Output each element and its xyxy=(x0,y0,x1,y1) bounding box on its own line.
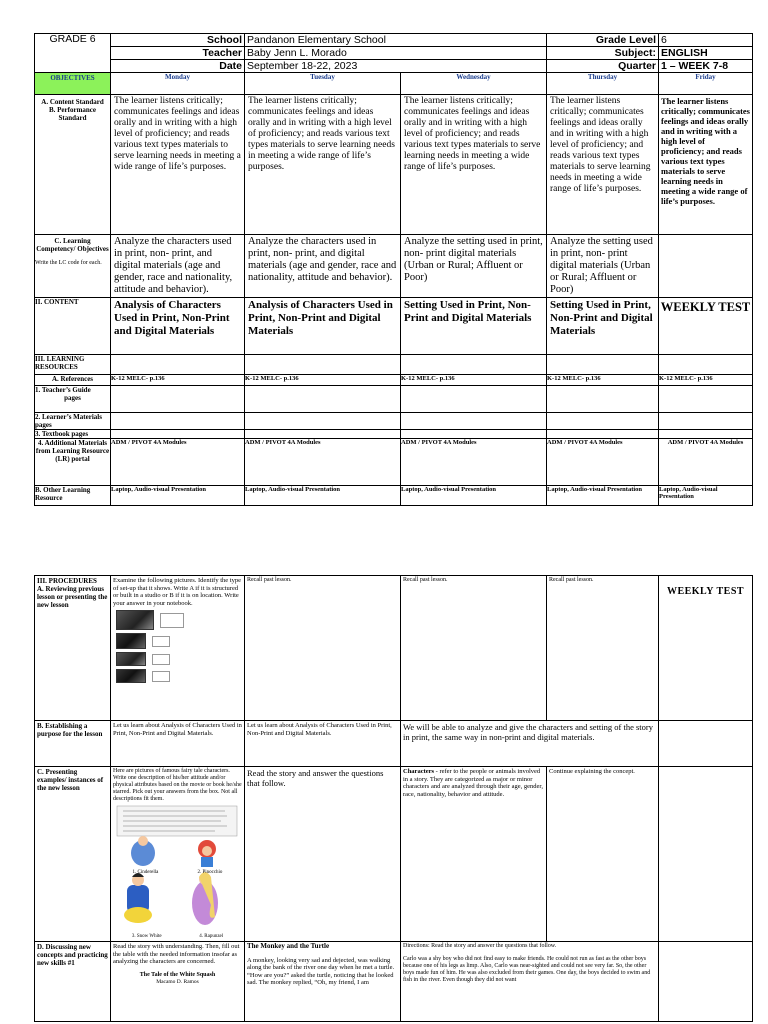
lc-tuesday: Analyze the characters used in print, non- print, and digital materials (age and gender, race and nationality, attitude and behavior). xyxy=(245,235,401,298)
day-monday: Monday xyxy=(111,73,245,95)
references-label: A. References xyxy=(35,375,111,386)
references-thursday: K-12 MELC- p.136 xyxy=(547,375,659,386)
lr-wednesday: ADM / PIVOT 4A Modules xyxy=(401,439,547,486)
other-friday: Laptop, Audio-visual Presentation xyxy=(659,486,753,506)
day-wednesday: Wednesday xyxy=(401,73,547,95)
answer-box xyxy=(152,636,170,647)
studio-photo-3 xyxy=(116,652,242,666)
procedure-b-monday: Let us learn about Analysis of Characters Used in Print, Non-Print and Digital Materials. xyxy=(111,721,245,767)
standard-text-friday: The learner listens critically; communicates feelings and ideas orally and in writing with a high level of proficiency; and reads various text types materials to serve learning needs in meeting a wide range of life’s purposes. xyxy=(659,95,753,235)
procedure-a-wednesday: Recall past lesson. xyxy=(401,576,547,721)
date-value: September 18-22, 2023 xyxy=(245,60,547,73)
textbook-label: 3. Textbook pages xyxy=(35,430,111,439)
caption-rapunzel: 4. Rapunzel xyxy=(199,933,224,939)
performance-standard-label: B. Performance Standard xyxy=(48,106,97,122)
lc-note: Write the LC code for each. xyxy=(35,260,102,266)
content-tuesday: Analysis of Characters Used in Print, Non-Print and Digital Materials xyxy=(245,298,401,355)
day-tuesday: Tuesday xyxy=(245,73,401,95)
lc-thursday: Analyze the setting used in print, non- print digital materials (Urban or Rural; Affluent or Poor) xyxy=(547,235,659,298)
content-friday: WEEKLY TEST xyxy=(659,298,753,355)
teachers-guide-label: 1. Teacher’s Guide pages xyxy=(35,386,111,413)
references-monday: K-12 MELC- p.136 xyxy=(111,375,245,386)
studio-photo-1 xyxy=(116,610,242,630)
lr-thursday: ADM / PIVOT 4A Modules xyxy=(547,439,659,486)
procedure-a-tuesday: Recall past lesson. xyxy=(245,576,401,721)
content-wednesday: Setting Used in Print, Non-Print and Digital Materials xyxy=(401,298,547,355)
lc-friday xyxy=(659,235,753,298)
grade-cell: GRADE 6 xyxy=(35,34,111,73)
standard-text-monday: The learner listens critically; communicates feelings and ideas orally and in writing with a high level of proficiency; and reads various text types materials to serve learning needs in meeting a wide range of life’s purposes. xyxy=(111,95,245,235)
procedure-a-thursday: Recall past lesson. xyxy=(547,576,659,721)
lc-monday: Analyze the characters used in print, non- print, and digital materials (age and gender, race and nationality, attitude and behavior). xyxy=(111,235,245,298)
procedure-c-monday: Here are pictures of famous fairy tale characters. Write one description of his/her attitude and/or physical attributes based on the movie or book he/she starred. Pick out your answers from the box. Not all descriptions fit them. 1. Cinderella 2. Pinocchio 3. Snow White 4. Rapunzel xyxy=(111,767,245,942)
grade-level-label: Grade Level xyxy=(547,34,659,47)
story-author: Macamo D. Ramos xyxy=(156,979,199,985)
procedures-title: III. PROCEDURES xyxy=(37,577,97,585)
procedure-a-monday: Examine the following pictures. Identify the type of set-up that it shows. Write A if it is structured or built in a studio or B if it is on location. Write your answer in your notebook. xyxy=(111,576,245,721)
lc-label: C. Learning Competency/ Objectives xyxy=(36,237,109,253)
standard-text-wednesday: The learner listens critically; communicates feelings and ideas orally and in writing with a high level of proficiency; and reads various text types materials to serve learning needs in meeting a wide range of life’s purposes. xyxy=(401,95,547,235)
procedure-a-label: A. Reviewing previous lesson or presenting the new lesson xyxy=(37,585,108,609)
procedure-a-friday: WEEKLY TEST xyxy=(659,576,753,721)
lc-label-cell xyxy=(35,235,111,298)
procedure-d-tuesday: The Monkey and the Turtle A monkey, looking very sad and dejected, was walking along the bank of the river one day when he met a turtle. “How are you?” asked the turtle, noticing that he looked sad. The monkey replied, “Oh, my friend, I am xyxy=(245,942,401,1022)
objectives-label: OBJECTIVES xyxy=(35,73,111,95)
answer-box xyxy=(152,654,170,665)
other-wednesday: Laptop, Audio-visual Presentation xyxy=(401,486,547,506)
story-title: The Tale of the White Squash xyxy=(139,971,216,978)
learners-materials-label: 2. Learner’s Materials pages xyxy=(35,413,111,430)
content-thursday: Setting Used in Print, Non-Print and Digital Materials xyxy=(547,298,659,355)
quarter-label: Quarter xyxy=(547,60,659,73)
studio-photo-4 xyxy=(116,669,242,683)
lr-portal-label: 4. Additional Materials from Learning Resource (LR) portal xyxy=(35,439,111,486)
caption-snow-white: 3. Snow White xyxy=(131,933,162,939)
other-tuesday: Laptop, Audio-visual Presentation xyxy=(245,486,401,506)
procedure-b-wednesday: We will be able to analyze and give the characters and setting of the story in print, the same way in non-print and digital materials. xyxy=(401,721,659,767)
references-wednesday: K-12 MELC- p.136 xyxy=(401,375,547,386)
subject-label: Subject: xyxy=(547,47,659,60)
lr-friday: ADM / PIVOT 4A Modules xyxy=(659,439,753,486)
lesson-plan-header-table xyxy=(34,33,753,73)
lr-monday: ADM / PIVOT 4A Modules xyxy=(111,439,245,486)
content-standard-label: A. Content Standard xyxy=(41,98,104,106)
procedures-table xyxy=(34,575,753,1022)
references-friday: K-12 MELC- p.136 xyxy=(659,375,753,386)
quarter-value: 1 – WEEK 7-8 xyxy=(659,60,753,73)
lr-tuesday: ADM / PIVOT 4A Modules xyxy=(245,439,401,486)
procedure-b-tuesday: Let us learn about Analysis of Characters Used in Print, Non-Print and Digital Materials. xyxy=(245,721,401,767)
caption-cinderella: 1. Cinderella xyxy=(132,870,159,875)
answer-box xyxy=(152,671,170,682)
procedure-b-label: B. Establishing a purpose for the lesson xyxy=(35,721,111,767)
standards-label xyxy=(35,95,111,235)
procedure-d-wednesday: Directions: Read the story and answer the questions that follow. Carlo was a shy boy who did not find easy to make friends. He could not run as fast as the other boys because one of his legs as limp. Also, Carlo was near-sighted and could not see very far. So, the other boys made fun of him. He was also excluded from their games. One day, the boys decided to swim and fish in the river. Even though they did not want xyxy=(401,942,659,1022)
content-monday: Analysis of Characters Used in Print, Non-Print and Digital Materials xyxy=(111,298,245,355)
procedure-c-wednesday: Characters - refer to the people or animals involved in a story. They are categorized as major or minor characters and are analyzed through their age, gender, race, nationality, behavior and attitude. xyxy=(401,767,547,942)
school-label: School xyxy=(111,34,245,47)
date-label: Date xyxy=(111,60,245,73)
school-value: Pandanon Elementary School xyxy=(245,34,547,47)
lc-wednesday: Analyze the setting used in print, non- print digital materials (Urban or Rural; Affluent or Poor) xyxy=(401,235,547,298)
standard-text-thursday: The learner listens critically; communicates feelings and ideas orally and in writing with a high level of proficiency; and reads various text types materials to serve learning needs in meeting a wide range of life’s purposes. xyxy=(547,95,659,235)
day-thursday: Thursday xyxy=(547,73,659,95)
procedure-c-thursday: Continue explaining the concept. xyxy=(547,767,659,942)
grade-level-value: 6 xyxy=(659,34,753,47)
procedure-c-label: C. Presenting examples/ instances of the new lesson xyxy=(35,767,111,942)
references-tuesday: K-12 MELC- p.136 xyxy=(245,375,401,386)
objectives-table xyxy=(34,72,753,506)
procedure-d-label: D. Discussing new concepts and practicing new skills #1 xyxy=(35,942,111,1022)
other-monday: Laptop, Audio-visual Presentation xyxy=(111,486,245,506)
content-label: II. CONTENT xyxy=(35,298,111,355)
other-resource-label: B. Other Learning Resource xyxy=(35,486,111,506)
teacher-value: Baby Jenn L. Morado xyxy=(245,47,547,60)
procedure-d-monday: Read the story with understanding. Then, fill out the table with the needed information insofar as analyzing the characters are concerned. The Tale of the White Squash Macamo D. Ramos xyxy=(111,942,245,1022)
procedure-c-tuesday: Read the story and answer the questions that follow. xyxy=(245,767,401,942)
answer-box xyxy=(160,613,184,628)
day-friday: Friday xyxy=(659,73,753,95)
studio-photo-2 xyxy=(116,633,242,649)
other-thursday: Laptop, Audio-visual Presentation xyxy=(547,486,659,506)
procedures-a-cell xyxy=(35,576,111,721)
story-title-monkey-turtle: The Monkey and the Turtle xyxy=(247,942,330,950)
standard-text-tuesday: The learner listens critically; communicates feelings and ideas orally and in writing with a high level of proficiency; and reads various text types materials to serve learning needs in meeting a wide range of life’s purposes. xyxy=(245,95,401,235)
subject-value: ENGLISH xyxy=(659,47,753,60)
teacher-label: Teacher xyxy=(111,47,245,60)
resources-label: III. LEARNING RESOURCES xyxy=(35,355,111,375)
caption-pinocchio: 2. Pinocchio xyxy=(197,870,223,875)
